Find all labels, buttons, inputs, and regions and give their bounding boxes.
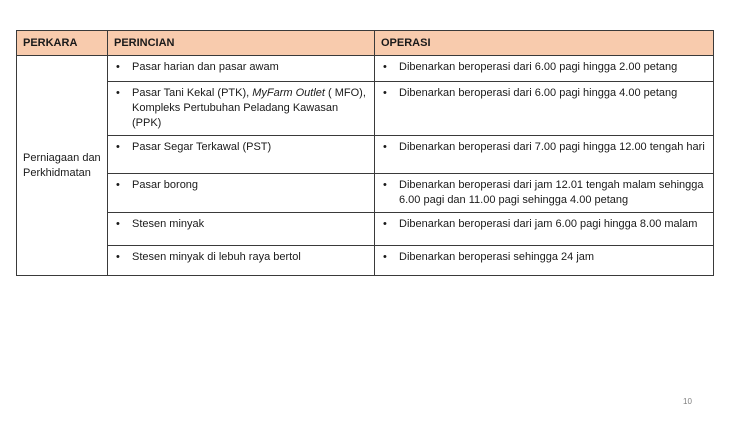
bullet-glyph: • xyxy=(116,179,120,191)
bullet-glyph: • xyxy=(383,61,387,73)
perincian-cell xyxy=(108,213,375,246)
perincian-text: Pasar Segar Terkawal (PST) xyxy=(132,141,272,153)
operasi-cell xyxy=(375,56,714,82)
perkara-cell: Perniagaan dan Perkhidmatan xyxy=(17,56,108,276)
table-row xyxy=(17,82,714,136)
perincian-cell xyxy=(108,82,375,136)
bullet-glyph: • xyxy=(383,179,387,191)
header-perincian: PERINCIAN xyxy=(108,31,375,56)
perincian-cell xyxy=(108,174,375,213)
bullet-glyph: • xyxy=(383,218,387,230)
perincian-text xyxy=(132,86,368,131)
perincian-text-part: Pasar Tani Kekal (PTK), xyxy=(132,87,253,99)
operasi-text: Dibenarkan beroperasi dari jam 12.01 tengah malam sehingga 6.00 pagi dan 11.00 pagi sehingga 4.00 petang xyxy=(399,179,704,206)
bullet-glyph: • xyxy=(116,87,120,99)
perincian-text: Pasar borong xyxy=(132,179,199,191)
operasi-cell xyxy=(375,82,714,136)
perincian-cell xyxy=(108,56,375,82)
table-row xyxy=(17,246,714,276)
table-row xyxy=(17,136,714,174)
bullet-glyph: • xyxy=(116,141,120,153)
operasi-text: Dibenarkan beroperasi sehingga 24 jam xyxy=(399,251,595,263)
perincian-cell xyxy=(108,136,375,174)
bullet-glyph: • xyxy=(116,61,120,73)
table-row xyxy=(17,213,714,246)
operasi-cell xyxy=(375,246,714,276)
page-number: 10 xyxy=(683,397,692,406)
table-row xyxy=(17,174,714,213)
operasi-cell xyxy=(375,213,714,246)
table-row xyxy=(17,56,714,82)
operasi-text: Dibenarkan beroperasi dari jam 6.00 pagi hingga 8.00 malam xyxy=(399,218,698,230)
operasi-cell xyxy=(375,174,714,213)
table-header-row xyxy=(17,31,714,56)
operasi-cell xyxy=(375,136,714,174)
operations-table xyxy=(16,30,714,276)
operasi-text: Dibenarkan beroperasi dari 6.00 pagi hingga 4.00 petang xyxy=(399,87,678,99)
perincian-text: Stesen minyak di lebuh raya bertol xyxy=(132,251,301,263)
bullet-glyph: • xyxy=(116,251,120,263)
perincian-text: Pasar harian dan pasar awam xyxy=(132,61,279,73)
bullet-glyph: • xyxy=(383,251,387,263)
bullet-glyph: • xyxy=(116,218,120,230)
perincian-text: Stesen minyak xyxy=(132,218,205,230)
operasi-text: Dibenarkan beroperasi dari 6.00 pagi hingga 2.00 petang xyxy=(399,61,678,73)
perincian-text-part: ( MFO), Kompleks Pertubuhan Peladang Kawasan (PPK) xyxy=(132,87,366,129)
header-perkara: PERKARA xyxy=(17,31,108,56)
bullet-glyph: • xyxy=(383,141,387,153)
bullet-glyph: • xyxy=(383,87,387,99)
perincian-italic-text: MyFarm Outlet xyxy=(252,87,325,99)
perincian-cell xyxy=(108,246,375,276)
operasi-text: Dibenarkan beroperasi dari 7.00 pagi hingga 12.00 tengah hari xyxy=(399,141,705,153)
header-operasi: OPERASI xyxy=(375,31,714,56)
